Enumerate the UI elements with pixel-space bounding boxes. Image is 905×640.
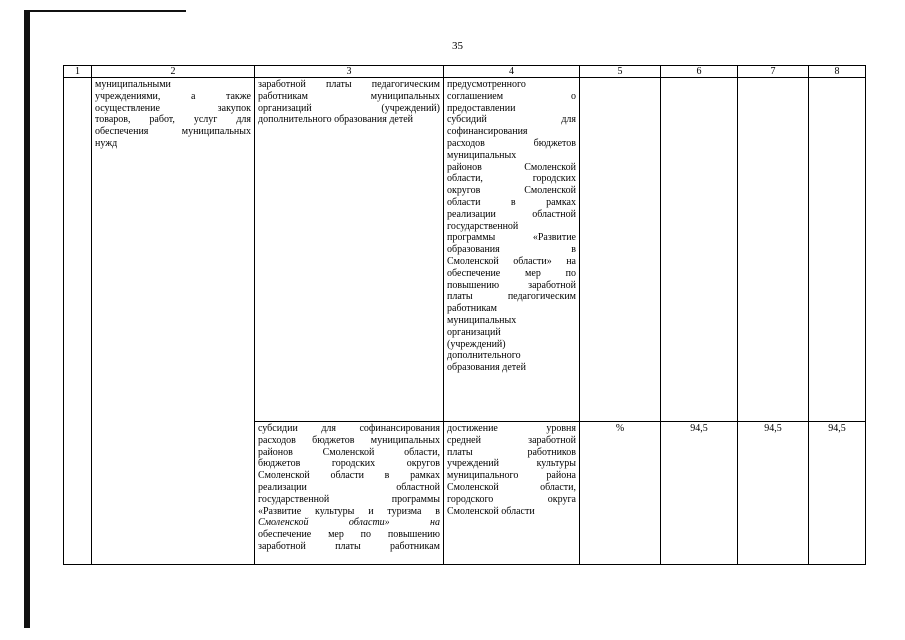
text-line: учреждениями, а также	[95, 90, 251, 102]
text-line: заработной платы работникам	[258, 540, 440, 552]
text-line: Смоленской области	[447, 505, 535, 517]
text-line: платы педагогическим	[447, 291, 576, 303]
row2-col3-cell	[255, 422, 444, 565]
text-line: предоставлении	[447, 102, 516, 114]
text-line: дополнительного	[447, 350, 521, 362]
text-line: субсидии для софинансирования	[258, 423, 440, 434]
text-line: районов Смоленской области,	[258, 446, 440, 458]
text-line: программы «Развитие	[447, 232, 576, 244]
row2-col4-text	[447, 423, 576, 517]
row1-col3-text	[258, 79, 440, 126]
text-line: организаций	[447, 326, 501, 338]
text-line: образования в	[447, 244, 576, 256]
text-line: муниципального района	[447, 470, 576, 482]
page-number: 35	[452, 40, 463, 52]
text-line: государственной программы	[258, 493, 440, 505]
text-line: организаций (учреждений)	[258, 102, 440, 114]
text-line: районов Смоленской	[447, 161, 576, 173]
row2-value-col8: 94,5	[809, 422, 866, 565]
text-line: нужд	[95, 137, 118, 149]
text-line: субсидий для	[447, 114, 576, 126]
text-line: платы работников	[447, 446, 576, 458]
column-header-3: 3	[255, 66, 444, 78]
column-header-1: 1	[64, 66, 92, 78]
row1-col8-cell	[809, 78, 866, 422]
row1-col5-cell	[580, 78, 661, 422]
text-line: муниципальных	[447, 149, 517, 161]
row1-col1-cell	[64, 78, 92, 565]
row1-col3-cell	[255, 78, 444, 422]
text-line: реализации областной	[447, 208, 576, 220]
text-line: области, городских	[447, 173, 576, 185]
text-line: софинансирования	[447, 126, 528, 138]
text-line: государственной	[447, 220, 519, 232]
text-line: (учреждений)	[447, 338, 506, 350]
text-line: дополнительного образования детей	[258, 114, 413, 126]
row1-col4-text	[447, 79, 576, 374]
text-line: Смоленской области» на	[258, 517, 440, 529]
row2-value-col6: 94,5	[661, 422, 738, 565]
text-line: обеспечение мер по	[447, 267, 576, 279]
column-header-2: 2	[92, 66, 255, 78]
text-line: обеспечения муниципальных	[95, 126, 251, 138]
row1-col6-cell	[661, 78, 738, 422]
text-line: обеспечение мер по повышению	[258, 529, 440, 541]
row2-col3-text	[258, 423, 440, 553]
text-line: работникам	[447, 303, 497, 315]
row1-col7-cell	[738, 78, 809, 422]
text-line: расходов бюджетов	[447, 137, 576, 149]
text-line: повышению заработной	[447, 279, 576, 291]
row1-col4-cell	[444, 78, 580, 422]
text-line: реализации областной	[258, 481, 440, 493]
text-line: заработной платы педагогическим	[258, 79, 440, 90]
text-line: расходов бюджетов муниципальных	[258, 434, 440, 446]
text-line: достижение уровня	[447, 423, 576, 434]
column-header-8: 8	[809, 66, 866, 78]
text-line: средней заработной	[447, 434, 576, 446]
row1-col2-cell	[92, 78, 255, 565]
table-row	[64, 78, 866, 422]
text-line: образования детей	[447, 362, 526, 374]
row1-col2-text	[95, 79, 251, 150]
text-line: городского округа	[447, 493, 576, 505]
header-row	[64, 66, 866, 78]
text-line: Смоленской области» на	[447, 255, 576, 267]
text-line: работникам муниципальных	[258, 90, 440, 102]
column-header-4: 4	[444, 66, 580, 78]
text-line: области в рамках	[447, 196, 576, 208]
column-header-5: 5	[580, 66, 661, 78]
text-line: Смоленской области,	[447, 481, 576, 493]
text-line: округов Смоленской	[447, 185, 576, 197]
text-line: бюджетов городских округов	[258, 458, 440, 470]
scan-edge-left	[24, 10, 30, 628]
text-line: муниципальных	[447, 314, 517, 326]
text-line: учреждений культуры	[447, 458, 576, 470]
row2-col4-cell	[444, 422, 580, 565]
text-line: товаров, работ, услуг для	[95, 114, 251, 126]
scan-edge-top	[28, 10, 186, 12]
text-line: осуществление закупок	[95, 102, 251, 114]
text-line: «Развитие культуры и туризма в	[258, 505, 440, 517]
text-line: предусмотренного	[447, 79, 526, 90]
document-table	[63, 65, 866, 565]
column-header-6: 6	[661, 66, 738, 78]
row2-value-col7: 94,5	[738, 422, 809, 565]
text-line: Смоленской области в рамках	[258, 470, 440, 482]
row2-unit-cell: %	[580, 422, 661, 565]
text-line: соглашением о	[447, 90, 576, 102]
column-header-7: 7	[738, 66, 809, 78]
text-line: муниципальными	[95, 79, 171, 90]
